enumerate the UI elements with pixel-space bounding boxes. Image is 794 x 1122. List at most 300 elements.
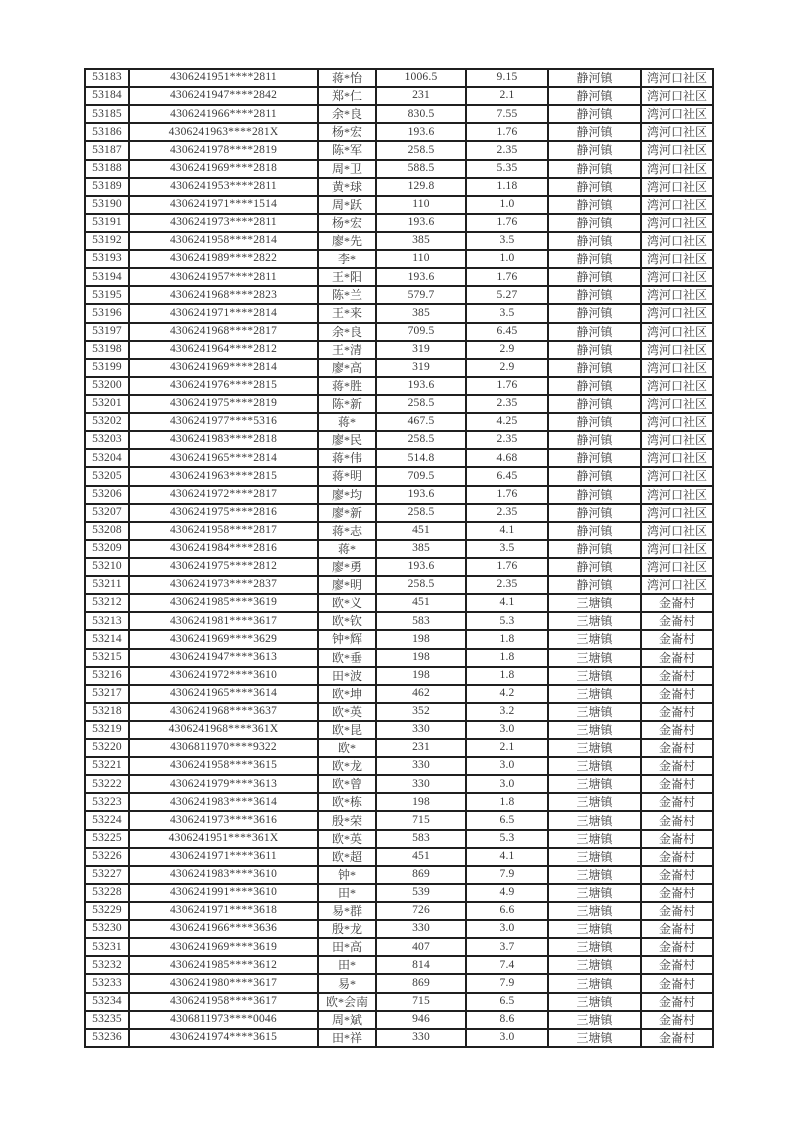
cell-id-masked: 4306241971****3611 bbox=[129, 848, 318, 866]
cell-town: 静河镇 bbox=[548, 449, 641, 467]
cell-village: 湾河口社区 bbox=[641, 87, 713, 105]
table-row bbox=[85, 793, 713, 811]
cell-town: 静河镇 bbox=[548, 323, 641, 341]
cell-name: 杨*宏 bbox=[318, 214, 376, 232]
cell-village: 湾河口社区 bbox=[641, 232, 713, 250]
cell-seq: 53210 bbox=[85, 558, 129, 576]
table-row bbox=[85, 141, 713, 159]
cell-town: 三塘镇 bbox=[548, 721, 641, 739]
cell-amount: 319 bbox=[376, 341, 466, 359]
table-row bbox=[85, 214, 713, 232]
cell-amount: 451 bbox=[376, 848, 466, 866]
cell-name: 欧*昆 bbox=[318, 721, 376, 739]
cell-amount: 385 bbox=[376, 232, 466, 250]
cell-id-masked: 4306241977****5316 bbox=[129, 413, 318, 431]
cell-town: 三塘镇 bbox=[548, 866, 641, 884]
cell-seq: 53234 bbox=[85, 993, 129, 1011]
cell-name: 蒋* bbox=[318, 540, 376, 558]
cell-seq: 53206 bbox=[85, 486, 129, 504]
cell-area: 1.76 bbox=[466, 486, 548, 504]
cell-village: 湾河口社区 bbox=[641, 214, 713, 232]
cell-name: 陈*新 bbox=[318, 395, 376, 413]
cell-amount: 110 bbox=[376, 250, 466, 268]
cell-id-masked: 4306241969****2814 bbox=[129, 359, 318, 377]
cell-name: 周*跃 bbox=[318, 196, 376, 214]
cell-name: 余*良 bbox=[318, 323, 376, 341]
cell-id-masked: 4306811970****9322 bbox=[129, 739, 318, 757]
cell-id-masked: 4306241971****1514 bbox=[129, 196, 318, 214]
table-row bbox=[85, 848, 713, 866]
cell-seq: 53236 bbox=[85, 1029, 129, 1047]
cell-village: 湾河口社区 bbox=[641, 558, 713, 576]
cell-id-masked: 4306241969****3619 bbox=[129, 938, 318, 956]
table-row bbox=[85, 830, 713, 848]
cell-town: 静河镇 bbox=[548, 268, 641, 286]
cell-area: 4.25 bbox=[466, 413, 548, 431]
cell-id-masked: 4306241969****2818 bbox=[129, 160, 318, 178]
cell-amount: 462 bbox=[376, 685, 466, 703]
cell-seq: 53226 bbox=[85, 848, 129, 866]
cell-area: 3.0 bbox=[466, 757, 548, 775]
cell-seq: 53231 bbox=[85, 938, 129, 956]
cell-village: 金崙村 bbox=[641, 757, 713, 775]
table-row bbox=[85, 667, 713, 685]
cell-amount: 231 bbox=[376, 739, 466, 757]
cell-village: 湾河口社区 bbox=[641, 449, 713, 467]
cell-amount: 830.5 bbox=[376, 105, 466, 123]
cell-id-masked: 4306241985****3612 bbox=[129, 956, 318, 974]
cell-id-masked: 4306241958****3615 bbox=[129, 757, 318, 775]
table-row bbox=[85, 1011, 713, 1029]
table-row bbox=[85, 486, 713, 504]
cell-village: 湾河口社区 bbox=[641, 178, 713, 196]
cell-area: 3.5 bbox=[466, 232, 548, 250]
table-row bbox=[85, 323, 713, 341]
cell-seq: 53194 bbox=[85, 268, 129, 286]
cell-village: 金崙村 bbox=[641, 920, 713, 938]
cell-village: 金崙村 bbox=[641, 630, 713, 648]
cell-seq: 53202 bbox=[85, 413, 129, 431]
cell-village: 湾河口社区 bbox=[641, 286, 713, 304]
table-row bbox=[85, 775, 713, 793]
cell-seq: 53199 bbox=[85, 359, 129, 377]
cell-seq: 53230 bbox=[85, 920, 129, 938]
table-row bbox=[85, 431, 713, 449]
cell-seq: 53196 bbox=[85, 304, 129, 322]
table-row bbox=[85, 993, 713, 1011]
table-row bbox=[85, 721, 713, 739]
cell-seq: 53229 bbox=[85, 902, 129, 920]
cell-seq: 53216 bbox=[85, 667, 129, 685]
cell-amount: 814 bbox=[376, 956, 466, 974]
cell-town: 三塘镇 bbox=[548, 848, 641, 866]
cell-name: 欧*超 bbox=[318, 848, 376, 866]
cell-name: 欧*垂 bbox=[318, 649, 376, 667]
cell-name: 田*高 bbox=[318, 938, 376, 956]
cell-town: 三塘镇 bbox=[548, 775, 641, 793]
cell-area: 1.76 bbox=[466, 377, 548, 395]
cell-village: 湾河口社区 bbox=[641, 467, 713, 485]
table-row bbox=[85, 594, 713, 612]
cell-area: 4.1 bbox=[466, 522, 548, 540]
cell-id-masked: 4306241965****3614 bbox=[129, 685, 318, 703]
cell-village: 湾河口社区 bbox=[641, 504, 713, 522]
table-row bbox=[85, 250, 713, 268]
cell-seq: 53185 bbox=[85, 105, 129, 123]
cell-amount: 330 bbox=[376, 721, 466, 739]
cell-name: 田*祥 bbox=[318, 1029, 376, 1047]
cell-seq: 53203 bbox=[85, 431, 129, 449]
cell-name: 蒋* bbox=[318, 413, 376, 431]
cell-town: 静河镇 bbox=[548, 486, 641, 504]
table-row bbox=[85, 630, 713, 648]
cell-area: 9.15 bbox=[466, 69, 548, 87]
cell-amount: 709.5 bbox=[376, 323, 466, 341]
cell-town: 静河镇 bbox=[548, 359, 641, 377]
cell-seq: 53200 bbox=[85, 377, 129, 395]
cell-amount: 869 bbox=[376, 974, 466, 992]
cell-name: 田* bbox=[318, 884, 376, 902]
cell-area: 2.35 bbox=[466, 431, 548, 449]
cell-village: 湾河口社区 bbox=[641, 522, 713, 540]
cell-village: 金崙村 bbox=[641, 902, 713, 920]
cell-name: 王*来 bbox=[318, 304, 376, 322]
cell-name: 欧*钦 bbox=[318, 612, 376, 630]
cell-village: 湾河口社区 bbox=[641, 395, 713, 413]
cell-area: 2.35 bbox=[466, 141, 548, 159]
cell-town: 三塘镇 bbox=[548, 902, 641, 920]
cell-town: 三塘镇 bbox=[548, 830, 641, 848]
cell-village: 湾河口社区 bbox=[641, 69, 713, 87]
cell-area: 4.2 bbox=[466, 685, 548, 703]
table-row bbox=[85, 160, 713, 178]
cell-town: 静河镇 bbox=[548, 540, 641, 558]
cell-amount: 709.5 bbox=[376, 467, 466, 485]
cell-name: 廖*先 bbox=[318, 232, 376, 250]
cell-town: 静河镇 bbox=[548, 69, 641, 87]
table-row bbox=[85, 902, 713, 920]
cell-town: 静河镇 bbox=[548, 105, 641, 123]
cell-seq: 53201 bbox=[85, 395, 129, 413]
cell-area: 1.8 bbox=[466, 793, 548, 811]
cell-id-masked: 4306241947****2842 bbox=[129, 87, 318, 105]
cell-area: 1.8 bbox=[466, 630, 548, 648]
table-body bbox=[85, 69, 713, 1047]
cell-id-masked: 4306241983****3614 bbox=[129, 793, 318, 811]
cell-area: 5.3 bbox=[466, 830, 548, 848]
cell-town: 三塘镇 bbox=[548, 1011, 641, 1029]
cell-area: 2.9 bbox=[466, 341, 548, 359]
cell-village: 湾河口社区 bbox=[641, 431, 713, 449]
cell-name: 郑*仁 bbox=[318, 87, 376, 105]
cell-id-masked: 4306241985****3619 bbox=[129, 594, 318, 612]
cell-area: 3.0 bbox=[466, 775, 548, 793]
table-row bbox=[85, 304, 713, 322]
cell-name: 周*斌 bbox=[318, 1011, 376, 1029]
cell-id-masked: 4306241953****2811 bbox=[129, 178, 318, 196]
table-row bbox=[85, 612, 713, 630]
cell-amount: 198 bbox=[376, 649, 466, 667]
cell-name: 黄*球 bbox=[318, 178, 376, 196]
cell-village: 金崙村 bbox=[641, 612, 713, 630]
table-row bbox=[85, 974, 713, 992]
cell-amount: 539 bbox=[376, 884, 466, 902]
cell-seq: 53213 bbox=[85, 612, 129, 630]
cell-amount: 258.5 bbox=[376, 504, 466, 522]
cell-town: 三塘镇 bbox=[548, 993, 641, 1011]
cell-town: 三塘镇 bbox=[548, 811, 641, 829]
cell-town: 三塘镇 bbox=[548, 920, 641, 938]
cell-area: 6.45 bbox=[466, 467, 548, 485]
cell-seq: 53232 bbox=[85, 956, 129, 974]
cell-id-masked: 4306241975****2816 bbox=[129, 504, 318, 522]
cell-id-masked: 4306241980****3617 bbox=[129, 974, 318, 992]
cell-seq: 53233 bbox=[85, 974, 129, 992]
cell-name: 欧*义 bbox=[318, 594, 376, 612]
table-row bbox=[85, 69, 713, 87]
cell-town: 静河镇 bbox=[548, 232, 641, 250]
cell-village: 湾河口社区 bbox=[641, 413, 713, 431]
cell-town: 三塘镇 bbox=[548, 956, 641, 974]
cell-seq: 53188 bbox=[85, 160, 129, 178]
cell-name: 易* bbox=[318, 974, 376, 992]
cell-amount: 258.5 bbox=[376, 576, 466, 594]
cell-village: 湾河口社区 bbox=[641, 123, 713, 141]
cell-id-masked: 4306241968****2817 bbox=[129, 323, 318, 341]
cell-seq: 53225 bbox=[85, 830, 129, 848]
cell-town: 静河镇 bbox=[548, 304, 641, 322]
cell-village: 金崙村 bbox=[641, 848, 713, 866]
cell-town: 静河镇 bbox=[548, 250, 641, 268]
cell-area: 3.0 bbox=[466, 721, 548, 739]
cell-town: 静河镇 bbox=[548, 504, 641, 522]
cell-name: 殷*荣 bbox=[318, 811, 376, 829]
cell-village: 金崙村 bbox=[641, 703, 713, 721]
cell-id-masked: 4306241976****2815 bbox=[129, 377, 318, 395]
cell-amount: 330 bbox=[376, 1029, 466, 1047]
table-row bbox=[85, 811, 713, 829]
cell-id-masked: 4306241963****281X bbox=[129, 123, 318, 141]
cell-id-masked: 4306241958****3617 bbox=[129, 993, 318, 1011]
table-row bbox=[85, 504, 713, 522]
cell-area: 3.0 bbox=[466, 1029, 548, 1047]
cell-id-masked: 4306241973****3616 bbox=[129, 811, 318, 829]
cell-name: 欧* bbox=[318, 739, 376, 757]
cell-amount: 385 bbox=[376, 304, 466, 322]
table-row bbox=[85, 105, 713, 123]
cell-town: 静河镇 bbox=[548, 214, 641, 232]
cell-id-masked: 4306241951****2811 bbox=[129, 69, 318, 87]
cell-name: 欧*英 bbox=[318, 703, 376, 721]
cell-name: 蒋*怡 bbox=[318, 69, 376, 87]
cell-seq: 53220 bbox=[85, 739, 129, 757]
cell-id-masked: 4306241983****3610 bbox=[129, 866, 318, 884]
table-row bbox=[85, 540, 713, 558]
cell-town: 三塘镇 bbox=[548, 739, 641, 757]
cell-amount: 330 bbox=[376, 757, 466, 775]
table-row bbox=[85, 920, 713, 938]
cell-seq: 53186 bbox=[85, 123, 129, 141]
cell-seq: 53191 bbox=[85, 214, 129, 232]
cell-town: 静河镇 bbox=[548, 395, 641, 413]
cell-name: 钟* bbox=[318, 866, 376, 884]
cell-name: 欧*坤 bbox=[318, 685, 376, 703]
cell-amount: 193.6 bbox=[376, 268, 466, 286]
cell-area: 1.0 bbox=[466, 250, 548, 268]
cell-id-masked: 4306241968****3637 bbox=[129, 703, 318, 721]
cell-id-masked: 4306241969****3629 bbox=[129, 630, 318, 648]
cell-seq: 53209 bbox=[85, 540, 129, 558]
cell-name: 欧*曾 bbox=[318, 775, 376, 793]
cell-area: 1.76 bbox=[466, 558, 548, 576]
cell-village: 金崙村 bbox=[641, 993, 713, 1011]
cell-amount: 467.5 bbox=[376, 413, 466, 431]
table-row bbox=[85, 956, 713, 974]
cell-area: 1.8 bbox=[466, 649, 548, 667]
cell-village: 湾河口社区 bbox=[641, 540, 713, 558]
cell-id-masked: 4306241966****3636 bbox=[129, 920, 318, 938]
cell-id-masked: 4306241957****2811 bbox=[129, 268, 318, 286]
cell-amount: 514.8 bbox=[376, 449, 466, 467]
cell-id-masked: 4306241947****3613 bbox=[129, 649, 318, 667]
table-row bbox=[85, 196, 713, 214]
cell-area: 5.3 bbox=[466, 612, 548, 630]
cell-name: 廖*高 bbox=[318, 359, 376, 377]
cell-town: 静河镇 bbox=[548, 467, 641, 485]
cell-amount: 258.5 bbox=[376, 395, 466, 413]
cell-area: 1.76 bbox=[466, 268, 548, 286]
table-row bbox=[85, 685, 713, 703]
cell-area: 2.35 bbox=[466, 576, 548, 594]
cell-seq: 53222 bbox=[85, 775, 129, 793]
cell-name: 蒋*志 bbox=[318, 522, 376, 540]
cell-village: 湾河口社区 bbox=[641, 359, 713, 377]
cell-area: 4.1 bbox=[466, 594, 548, 612]
cell-village: 湾河口社区 bbox=[641, 377, 713, 395]
cell-town: 静河镇 bbox=[548, 178, 641, 196]
table-row bbox=[85, 123, 713, 141]
cell-village: 湾河口社区 bbox=[641, 576, 713, 594]
cell-area: 3.0 bbox=[466, 920, 548, 938]
table-row bbox=[85, 178, 713, 196]
cell-name: 钟*辉 bbox=[318, 630, 376, 648]
cell-amount: 193.6 bbox=[376, 214, 466, 232]
cell-village: 湾河口社区 bbox=[641, 486, 713, 504]
cell-seq: 53215 bbox=[85, 649, 129, 667]
cell-amount: 258.5 bbox=[376, 431, 466, 449]
table-row bbox=[85, 866, 713, 884]
cell-village: 金崙村 bbox=[641, 775, 713, 793]
cell-area: 7.55 bbox=[466, 105, 548, 123]
cell-town: 静河镇 bbox=[548, 286, 641, 304]
cell-town: 静河镇 bbox=[548, 141, 641, 159]
cell-id-masked: 4306241963****2815 bbox=[129, 467, 318, 485]
cell-town: 三塘镇 bbox=[548, 667, 641, 685]
cell-name: 殷*龙 bbox=[318, 920, 376, 938]
cell-town: 三塘镇 bbox=[548, 703, 641, 721]
cell-area: 8.6 bbox=[466, 1011, 548, 1029]
cell-id-masked: 4306241965****2814 bbox=[129, 449, 318, 467]
cell-town: 三塘镇 bbox=[548, 938, 641, 956]
cell-name: 杨*宏 bbox=[318, 123, 376, 141]
table-row bbox=[85, 467, 713, 485]
table-row bbox=[85, 739, 713, 757]
cell-amount: 110 bbox=[376, 196, 466, 214]
cell-id-masked: 4306241958****2817 bbox=[129, 522, 318, 540]
cell-area: 3.7 bbox=[466, 938, 548, 956]
cell-id-masked: 4306241983****2818 bbox=[129, 431, 318, 449]
table-row bbox=[85, 268, 713, 286]
cell-id-masked: 4306241971****2814 bbox=[129, 304, 318, 322]
cell-town: 三塘镇 bbox=[548, 630, 641, 648]
cell-seq: 53212 bbox=[85, 594, 129, 612]
cell-amount: 451 bbox=[376, 522, 466, 540]
cell-area: 3.2 bbox=[466, 703, 548, 721]
cell-id-masked: 4306241958****2814 bbox=[129, 232, 318, 250]
cell-name: 田*波 bbox=[318, 667, 376, 685]
cell-town: 三塘镇 bbox=[548, 1029, 641, 1047]
cell-village: 湾河口社区 bbox=[641, 250, 713, 268]
cell-town: 三塘镇 bbox=[548, 974, 641, 992]
cell-seq: 53214 bbox=[85, 630, 129, 648]
cell-seq: 53195 bbox=[85, 286, 129, 304]
cell-seq: 53208 bbox=[85, 522, 129, 540]
table-row bbox=[85, 395, 713, 413]
table-row bbox=[85, 576, 713, 594]
cell-seq: 53217 bbox=[85, 685, 129, 703]
cell-name: 蒋*胜 bbox=[318, 377, 376, 395]
cell-village: 湾河口社区 bbox=[641, 268, 713, 286]
cell-area: 1.8 bbox=[466, 667, 548, 685]
cell-amount: 193.6 bbox=[376, 377, 466, 395]
cell-village: 金崙村 bbox=[641, 649, 713, 667]
cell-village: 金崙村 bbox=[641, 1011, 713, 1029]
cell-town: 静河镇 bbox=[548, 160, 641, 178]
cell-area: 4.1 bbox=[466, 848, 548, 866]
table-row bbox=[85, 938, 713, 956]
cell-town: 静河镇 bbox=[548, 196, 641, 214]
cell-area: 4.68 bbox=[466, 449, 548, 467]
cell-amount: 198 bbox=[376, 793, 466, 811]
table-row bbox=[85, 1029, 713, 1047]
cell-village: 湾河口社区 bbox=[641, 160, 713, 178]
cell-amount: 579.7 bbox=[376, 286, 466, 304]
cell-area: 3.5 bbox=[466, 304, 548, 322]
cell-amount: 588.5 bbox=[376, 160, 466, 178]
cell-id-masked: 4306241973****2811 bbox=[129, 214, 318, 232]
cell-village: 金崙村 bbox=[641, 811, 713, 829]
cell-seq: 53219 bbox=[85, 721, 129, 739]
cell-town: 三塘镇 bbox=[548, 685, 641, 703]
cell-amount: 319 bbox=[376, 359, 466, 377]
cell-area: 2.1 bbox=[466, 87, 548, 105]
cell-village: 金崙村 bbox=[641, 974, 713, 992]
cell-town: 静河镇 bbox=[548, 377, 641, 395]
cell-name: 廖*均 bbox=[318, 486, 376, 504]
cell-id-masked: 4306241972****2817 bbox=[129, 486, 318, 504]
cell-seq: 53221 bbox=[85, 757, 129, 775]
cell-id-masked: 4306241972****3610 bbox=[129, 667, 318, 685]
cell-town: 三塘镇 bbox=[548, 612, 641, 630]
cell-name: 易*群 bbox=[318, 902, 376, 920]
cell-village: 金崙村 bbox=[641, 721, 713, 739]
cell-id-masked: 4306241971****3618 bbox=[129, 902, 318, 920]
cell-seq: 53205 bbox=[85, 467, 129, 485]
cell-id-masked: 4306241975****2819 bbox=[129, 395, 318, 413]
cell-id-masked: 4306241975****2812 bbox=[129, 558, 318, 576]
cell-amount: 198 bbox=[376, 667, 466, 685]
cell-village: 金崙村 bbox=[641, 938, 713, 956]
